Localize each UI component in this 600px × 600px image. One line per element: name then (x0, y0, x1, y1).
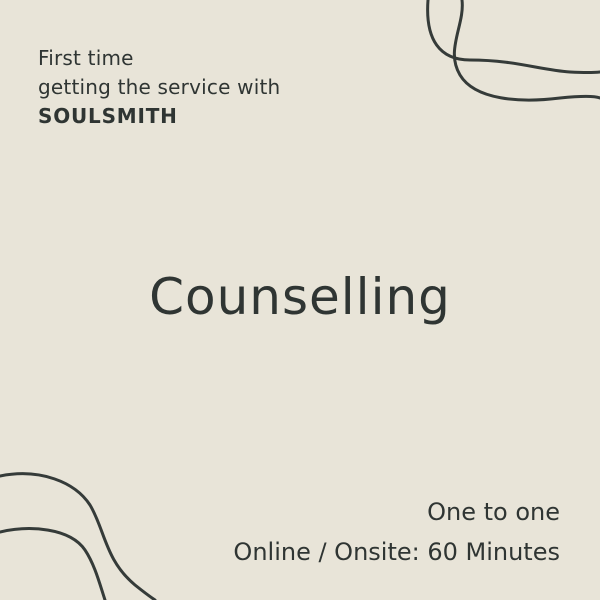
bottom-left-swirl-line (0, 529, 105, 600)
session-type: One to one (427, 498, 560, 526)
top-right-swirl-line (454, 0, 600, 100)
intro-text (38, 44, 280, 131)
session-mode-duration: Online / Onsite: 60 Minutes (233, 538, 560, 566)
bottom-left-swirl-line (0, 474, 155, 600)
service-title: Counselling (149, 268, 451, 326)
intro-line-2: getting the service with (38, 75, 281, 99)
brand-name: SOULSMITH (38, 104, 178, 128)
intro-line-1: First time (38, 46, 134, 70)
service-details (233, 492, 560, 572)
